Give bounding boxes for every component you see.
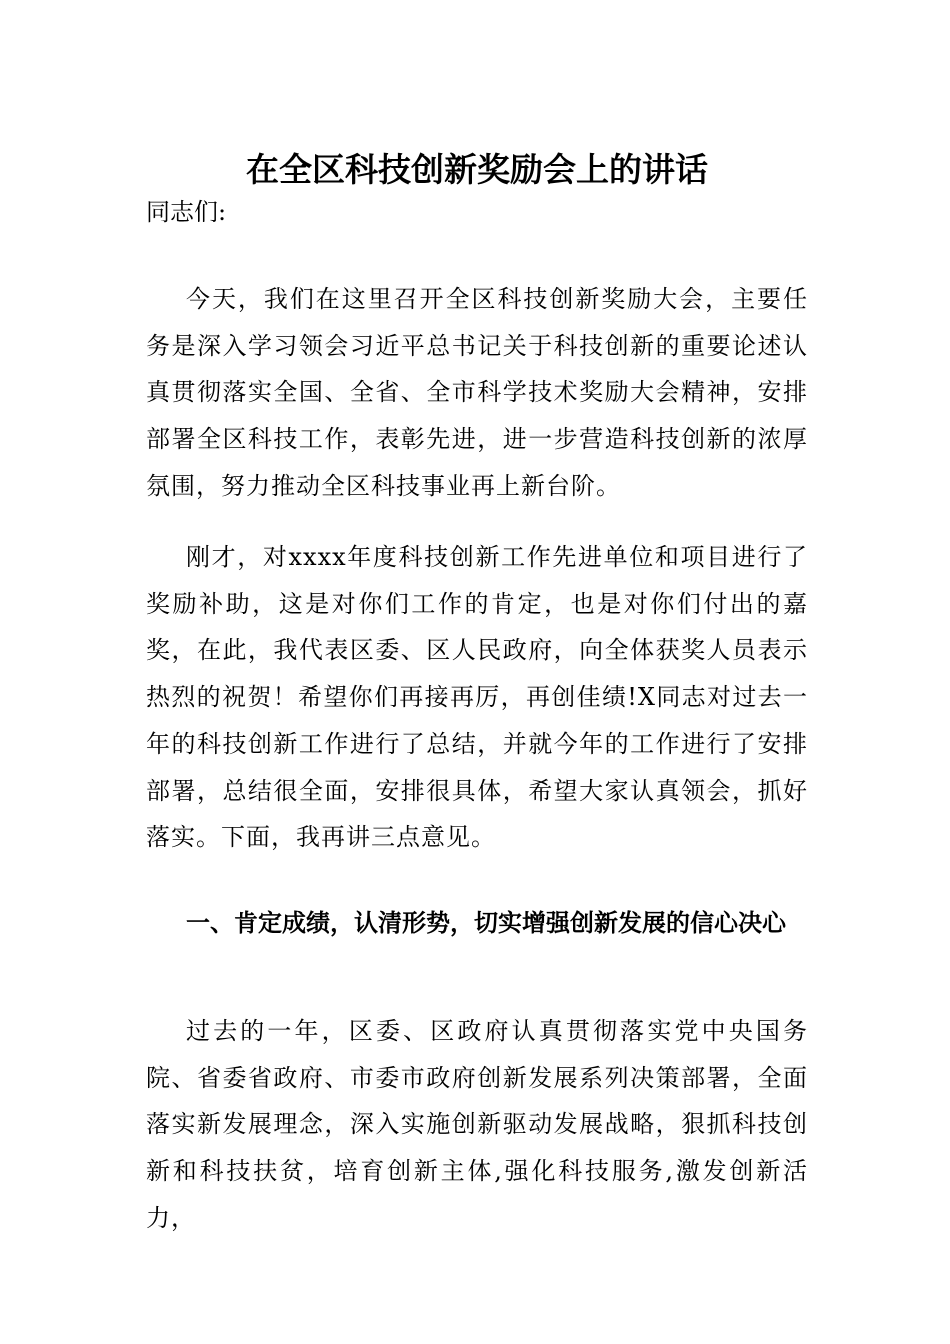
salutation: 同志们: [146, 198, 227, 226]
document-title: 在全区科技创新奖励会上的讲话 [246, 150, 708, 189]
paragraph-awards: 刚才，对xxxx年度科技创新工作先进单位和项目进行了奖励补助，这是对你们工作的肯定，也是对你们付出的嘉奖，在此，我代表区委、区人民政府，向全体获奖人员表示热烈的祝贺！希望你们再接再厉，再创佳绩!X同志对过去一年的科技创新工作进行了总结，并就今年的工作进行了安排部署，总结很全面，安排很具体，希望大家认真领会，抓好落实。下面，我再讲三点意见。 [146, 543, 808, 852]
paragraph-section-one: 过去的一年，区委、区政府认真贯彻落实党中央国务院、省委省政府、市委市政府创新发展系列决策部署，全面落实新发展理念，深入实施创新驱动发展战略，狠抓科技创新和科技扶贫，培育创新主体,强化科技服务,激发创新活力， [146, 1017, 808, 1232]
paragraph-opening: 今天，我们在这里召开全区科技创新奖励大会，主要任务是深入学习领会习近平总书记关于科技创新的重要论述认真贯彻落实全国、全省、全市科学技术奖励大会精神，安排部署全区科技工作，表彰先进，进一步营造科技创新的浓厚氛围，努力推动全区科技事业再上新台阶。 [146, 285, 808, 500]
section-heading: 一、肯定成绩，认清形势，切实增强创新发展的信心决心 [186, 909, 786, 937]
